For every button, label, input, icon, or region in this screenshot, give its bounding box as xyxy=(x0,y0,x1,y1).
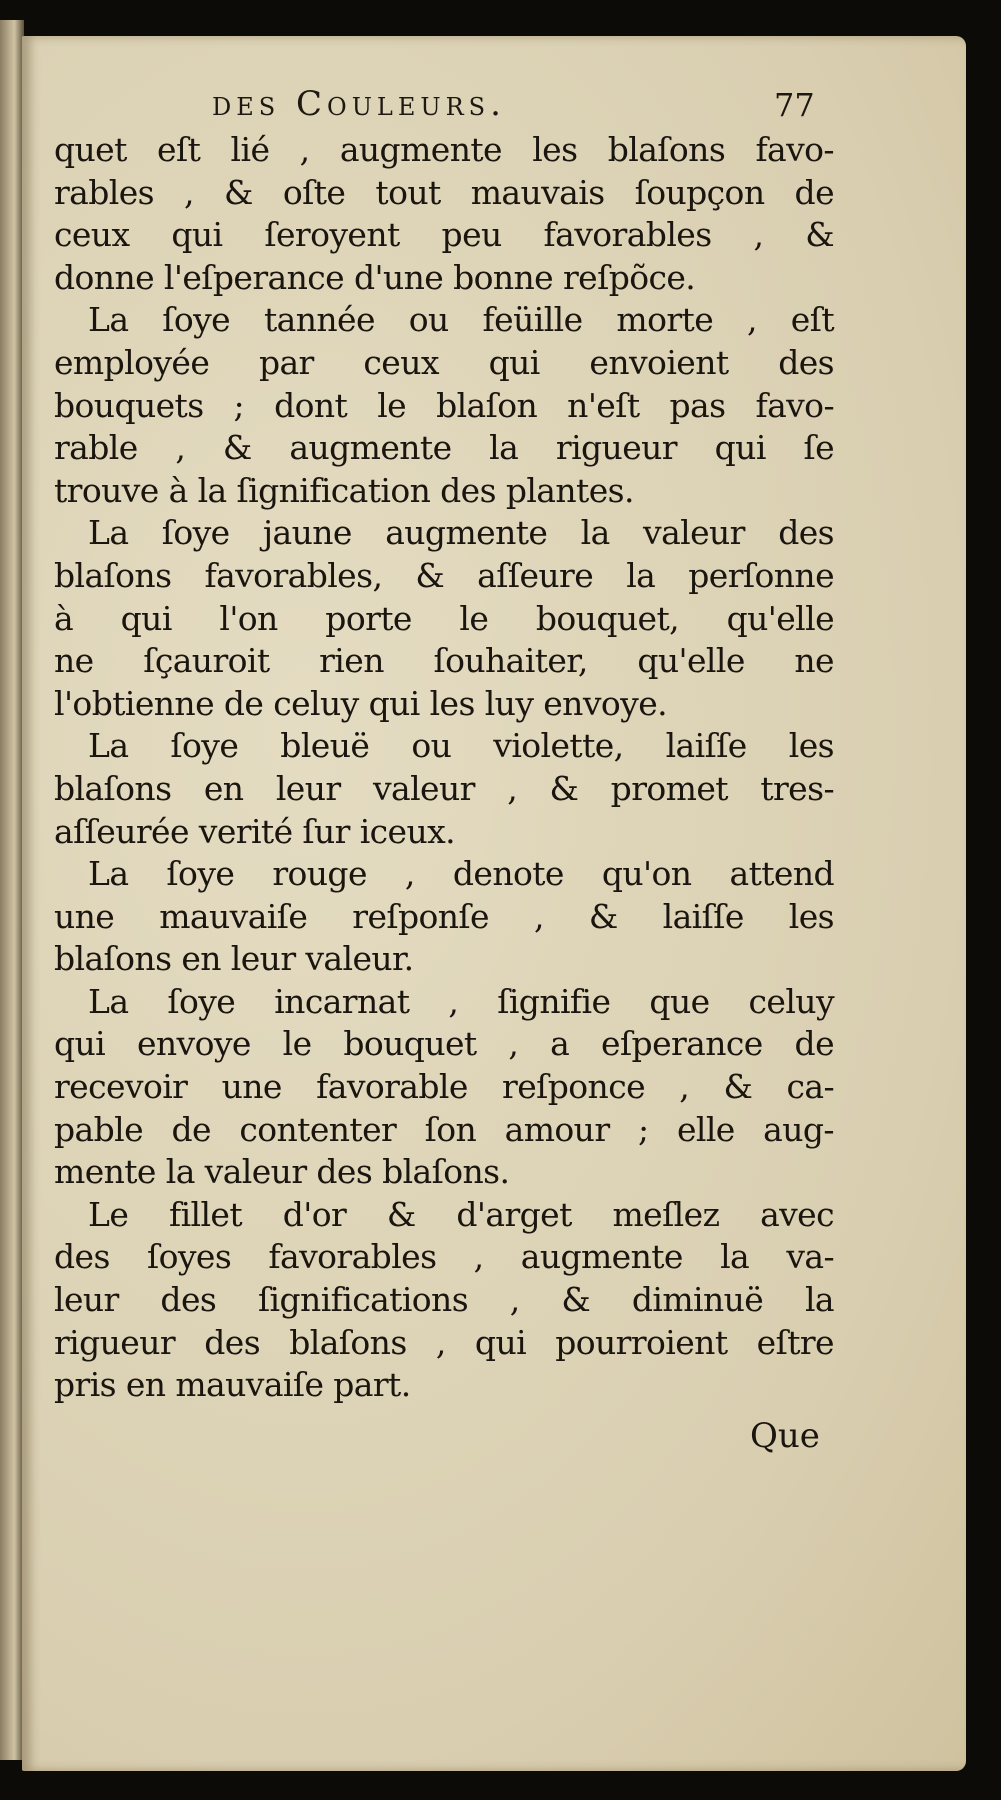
text-line: employée par ceux qui envoient des xyxy=(54,342,834,382)
text-line: recevoir une favorable reſponce , & ca- xyxy=(54,1067,834,1107)
text-line: rable , & augmente la rigueur qui ſe xyxy=(54,428,834,468)
text-line: pable de contenter ſon amour ; elle aug- xyxy=(54,1109,834,1149)
catchword: Que xyxy=(750,1416,820,1456)
text-line: des ſoyes favorables , augmente la va- xyxy=(54,1237,834,1277)
text-line: rigueur des blaſons , qui pourroient eſtre xyxy=(54,1322,834,1362)
text-line: blaſons favorables, & aſſeure la perſonne xyxy=(54,555,834,595)
text-line: trouve à la ſignification des plantes. xyxy=(54,470,634,510)
text-line: à qui l'on porte le bouquet, qu'elle xyxy=(54,598,834,638)
book-page xyxy=(22,36,966,1771)
text-line: rables , & oſte tout mauvais ſoupçon de xyxy=(54,172,834,212)
text-line: donne l'eſperance d'une bonne reſpõce. xyxy=(54,257,696,297)
body-text xyxy=(54,129,834,1407)
text-line: bouquets ; dont le blaſon n'eſt pas favo- xyxy=(54,385,834,425)
text-line: La ſoye jaune augmente la valeur des xyxy=(88,513,834,553)
text-line: ne ſçauroit rien ſouhaiter, qu'elle ne xyxy=(54,641,834,681)
page-number: 77 xyxy=(774,86,815,124)
text-line: La ſoye tannée ou feüille morte , eſt xyxy=(88,300,834,340)
text-line: blaſons en leur valeur , & promet tres- xyxy=(54,768,834,808)
running-title: des Couleurs. xyxy=(212,84,506,124)
text-line: qui envoye le bouquet , a eſperance de xyxy=(54,1024,834,1064)
text-line: quet eſt lié , augmente les blaſons favo- xyxy=(54,130,834,169)
text-line: aſſeurée verité ſur iceux. xyxy=(54,811,456,851)
text-line: ceux qui ſeroyent peu favorables , & xyxy=(54,215,834,255)
previous-page-edge xyxy=(0,20,24,1760)
text-line: une mauvaiſe reſponſe , & laiſſe les xyxy=(54,896,834,936)
text-line: pris en mauvaiſe part. xyxy=(54,1365,411,1405)
text-line: mente la valeur des blaſons. xyxy=(54,1152,510,1192)
text-line: l'obtienne de celuy qui les luy envoye. xyxy=(54,683,668,723)
text-line: Le fillet d'or & d'arget meſlez avec xyxy=(88,1194,834,1234)
text-line: blaſons en leur valeur. xyxy=(54,939,414,979)
text-line: La ſoye rouge , denote qu'on attend xyxy=(88,854,834,894)
text-line: La ſoye bleuë ou violette, laiſſe les xyxy=(88,726,834,766)
text-line: La ſoye incarnat , ſignifie que celuy xyxy=(88,981,834,1021)
text-line: leur des ſignifications , & diminuë la xyxy=(54,1280,834,1320)
